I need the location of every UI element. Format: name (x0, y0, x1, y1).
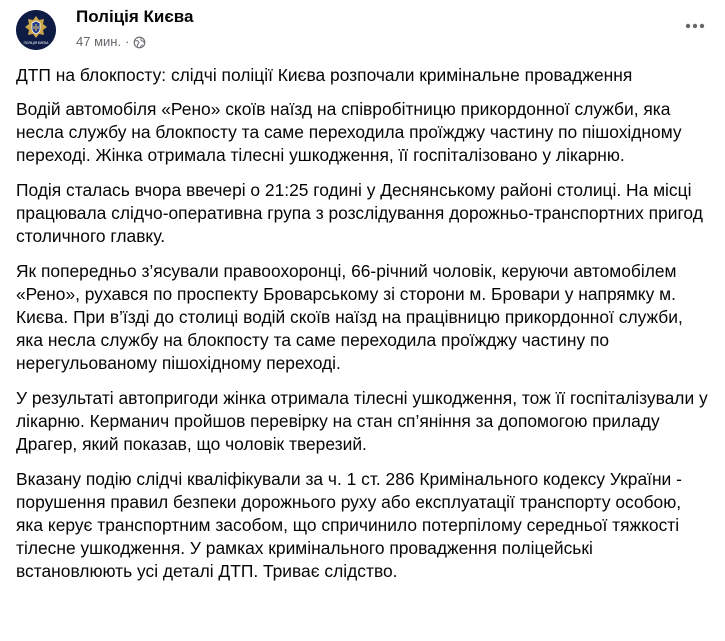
svg-text:ПОЛІЦІЯ КИЄВА: ПОЛІЦІЯ КИЄВА (23, 41, 49, 45)
post-meta (76, 33, 146, 51)
globe-icon[interactable] (133, 36, 146, 49)
post-paragraph: Як попередньо з’ясували правоохоронці, 66-річний чоловік, керуючи автомобілем «Рено», рухався по проспекту Броварському зі сторони м. Бровари у напрямку м. Києва. При в’їзді до столиці водій скоїв наїзд на працівницю прикордонної служби, яка несла службу на блокпосту та саме переходила проїжджу частину по нерегульованому пішохідному переході. (16, 261, 683, 373)
post-headline: ДТП на блокпосту: слідчі поліції Києва розпочали кримінальне провадження (16, 65, 633, 85)
more-options-button[interactable] (683, 14, 707, 38)
page-avatar[interactable] (16, 10, 56, 50)
post-timestamp[interactable]: 47 мин. (76, 34, 122, 49)
more-horizontal-icon (685, 23, 705, 29)
post-paragraph: Подія сталась вчора ввечері о 21:25 годині у Деснянському районі столиці. На місці працювала слідчо-оперативна група з розслідування дорожньо-транспортних пригод столичного главку. (16, 180, 703, 246)
post-body (16, 64, 711, 595)
post-paragraph: Вказану подію слідчі кваліфікували за ч. 1 ст. 286 Кримінального кодексу України - порушення правил безпеки дорожнього руху або експлуатації транспорту особою, яка керує транспортним засобом, що спричинило потерпілому середньої тяжкості тілесне ушкодження. У рамках кримінального провадження поліцейські встановлюють усі деталі ДТП. Триває слідство. (16, 469, 682, 581)
post-paragraph: У результаті автопригоди жінка отримала тілесні ушкодження, тож її госпіталізували у лікарню. Керманич пройшов перевірку на стан сп’яніння за допомогою приладу Драгер, який показав, що чоловік тверезий. (16, 388, 708, 454)
post-paragraph: Водій автомобіля «Рено» скоїв наїзд на співробітницю прикордонної служби, яка несла службу на блокпосту та саме переходила проїжджу частину по пішохідному переході. Жінка отримала тілесні ушкодження, її госпіталізовано у лікарню. (16, 99, 682, 165)
meta-separator: · (125, 34, 130, 49)
page-name-link[interactable]: Поліція Києва (76, 7, 194, 26)
police-badge-logo (16, 10, 56, 50)
